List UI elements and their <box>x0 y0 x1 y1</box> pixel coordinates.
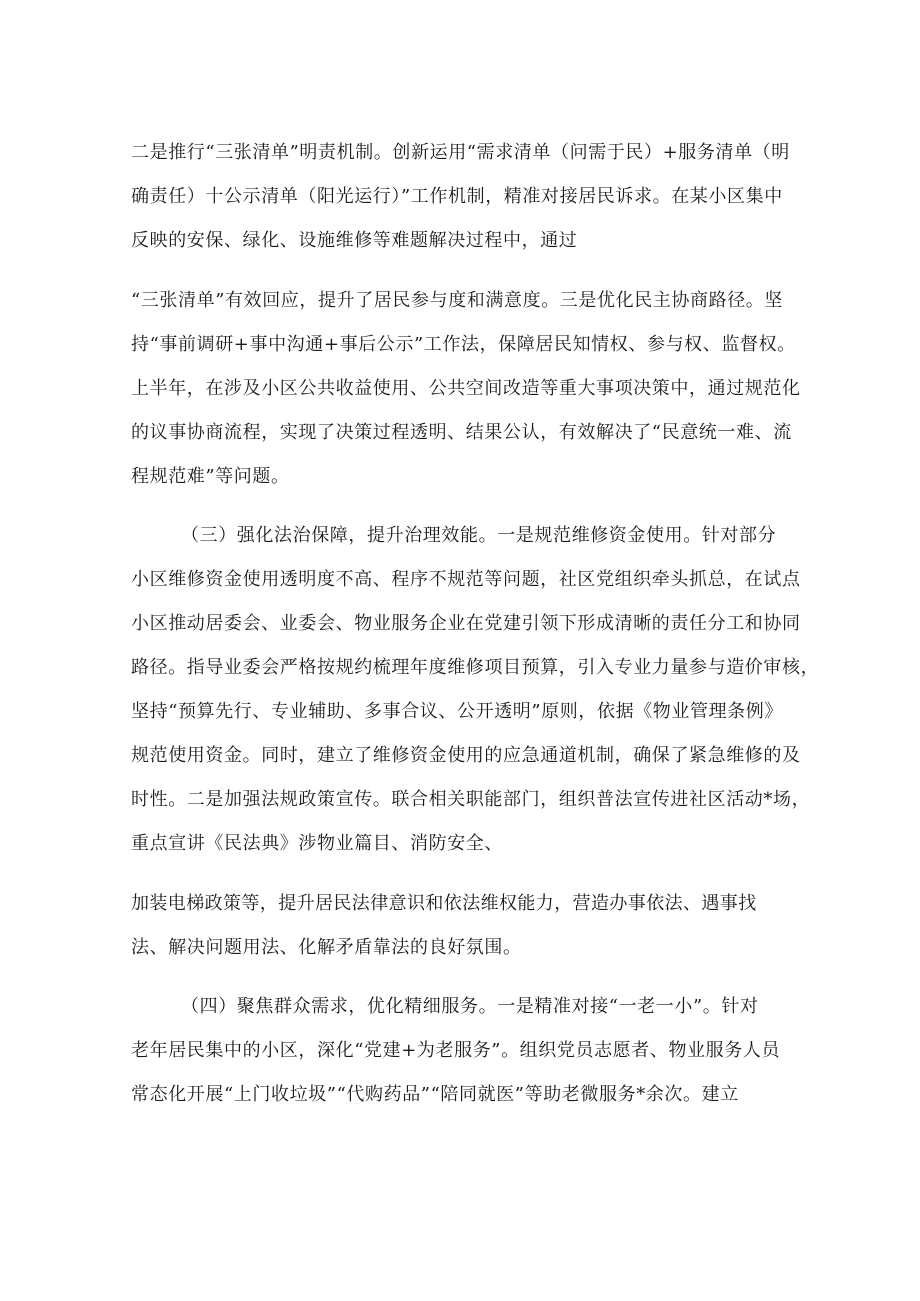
body-text-line: 加装电梯政策等，提升居民法律意识和依法维权能力，营造办事依法、遇事找 <box>131 893 757 914</box>
body-text-line: 上半年，在涉及小区公共收益使用、公共空间改造等重大事项决策中，通过规范化 <box>131 378 801 399</box>
body-text-line: 时性。二是加强法规政策宣传。联合相关职能部门，组织普法宣传进社区活动*场， <box>131 789 811 810</box>
body-text-line: “三张清单”有效回应，提升了居民参与度和满意度。三是优化民主协商路径。坚 <box>131 290 784 311</box>
body-text-line: 坚持“预算先行、专业辅助、多事合议、公开透明”原则，依据《物业管理条例》 <box>131 701 784 722</box>
body-text-line: 老年居民集中的小区，深化“党建+为老服务”。组织党员志愿者、物业服务人员 <box>131 1040 781 1061</box>
body-text-line: 程规范难”等问题。 <box>131 466 290 487</box>
body-text-line: 法、解决问题用法、化解矛盾靠法的良好氛围。 <box>131 937 522 958</box>
body-text-line: 重点宣讲《民法典》涉物业篇目、消防安全、 <box>131 833 503 854</box>
section-heading-line: （四）聚焦群众需求，优化精细服务。一是精准对接“一老一小”。针对 <box>181 996 759 1017</box>
body-text-line: 路径。指导业委会严格按规约梳理年度维修项目预算，引入专业力量参与造价审核， <box>131 657 820 678</box>
section-heading-line: （三）强化法治保障，提升治理效能。一是规范维修资金使用。针对部分 <box>181 525 777 546</box>
body-text-line: 持“事前调研+事中沟通+事后公示”工作法，保障居民知情权、参与权、监督权。 <box>131 334 796 355</box>
body-text-line: 确责任）十公示清单（阳光运行）”工作机制，精准对接居民诉求。在某小区集中 <box>131 186 783 207</box>
body-text-line: 小区维修资金使用透明度不高、程序不规范等问题，社区党组织牵头抓总，在试点 <box>131 569 801 590</box>
body-text-line: 反映的安保、绿化、设施维修等难题解决过程中，通过 <box>131 230 578 251</box>
body-text-line: 常态化开展“上门收垃圾”“代购药品”“陪同就医”等助老微服务*余次。建立 <box>131 1084 739 1105</box>
body-text-line: 的议事协商流程，实现了决策过程透明、结果公认，有效解决了“民意统一难、流 <box>131 422 792 443</box>
body-text-line: 规范使用资金。同时，建立了维修资金使用的应急通道机制，确保了紧急维修的及 <box>131 745 801 766</box>
body-text-line: 小区推动居委会、业委会、物业服务企业在党建引领下形成清晰的责任分工和协同 <box>131 613 801 634</box>
body-text-line: 二是推行“三张清单”明责机制。创新运用“需求清单（问需于民）+服务清单（明 <box>131 142 790 163</box>
